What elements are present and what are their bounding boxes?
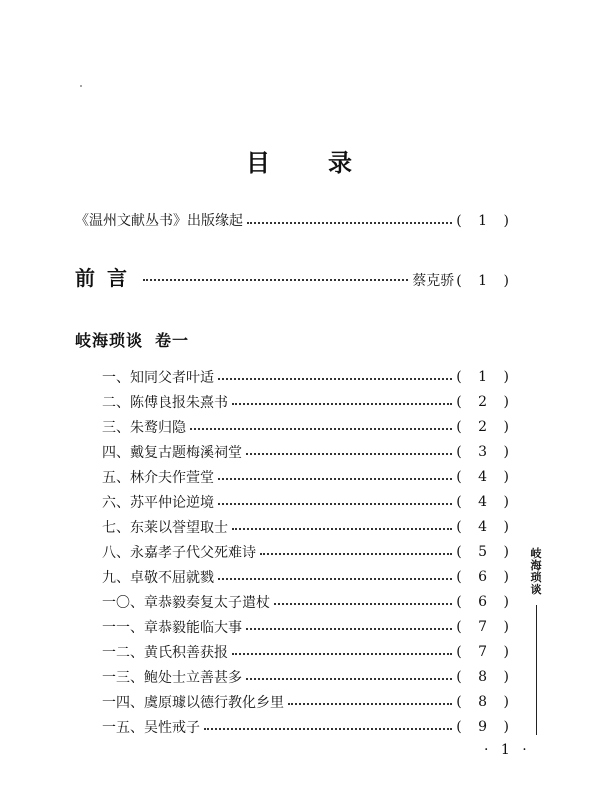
side-tab-rule (536, 605, 537, 735)
toc-front-matter-label: 《温州文献丛书》出版缘起 (75, 213, 243, 229)
leader-dots (260, 553, 452, 555)
toc-entry-label: 一五、吴性戒子 (102, 719, 200, 736)
leader-dots (246, 628, 452, 630)
toc-entry-page: ( 7 ) (456, 618, 515, 635)
toc-entry-label: 三、朱鹜归隐 (102, 419, 186, 436)
side-tab-char: 海 (530, 559, 542, 572)
toc-entry[interactable] (102, 439, 515, 464)
toc-entry-label: 五、林介夫作萱堂 (102, 469, 214, 486)
toc-list (102, 364, 515, 739)
toc-entry-label: 九、卓敬不屈就戮 (102, 569, 214, 586)
section-name: 岐海琐谈 (75, 331, 144, 350)
toc-entry[interactable] (102, 489, 515, 514)
toc-entry-page: ( 6 ) (456, 568, 515, 585)
toc-entry-label: 二、陈傅良报朱熹书 (102, 394, 228, 411)
toc-entry[interactable] (102, 689, 515, 714)
page-title (0, 143, 600, 178)
toc-preface-author: 蔡克骄 (412, 273, 455, 289)
toc-entry-label: 一二、黄氏积善获报 (102, 644, 228, 661)
side-tab (528, 548, 544, 596)
leader-dots (143, 279, 408, 281)
toc-entry-page: ( 8 ) (456, 668, 515, 685)
leader-dots (218, 503, 452, 505)
toc-entry[interactable] (102, 414, 515, 439)
leader-dots (246, 453, 452, 455)
toc-entry-label: 一三、鲍处士立善甚多 (102, 669, 242, 686)
toc-entry[interactable] (102, 389, 515, 414)
toc-entry[interactable] (102, 714, 515, 739)
toc-entry-page: ( 4 ) (456, 468, 515, 485)
toc-preface[interactable] (75, 262, 515, 291)
toc-entry-page: ( 7 ) (456, 643, 515, 660)
section-volume: 卷一 (155, 331, 190, 350)
leader-dots (232, 403, 452, 405)
toc-entry[interactable] (102, 464, 515, 489)
side-tab-char: 岐 (530, 547, 542, 560)
toc-entry[interactable] (102, 639, 515, 664)
toc-entry-label: 七、东莱以誉望取士 (102, 519, 228, 536)
title-char-1: 目 (246, 148, 272, 177)
toc-entry[interactable] (102, 539, 515, 564)
toc-entry-label: 一四、虞原璩以德行教化乡里 (102, 694, 284, 711)
side-tab-char: 琐 (530, 571, 542, 584)
leader-dots (247, 222, 452, 224)
toc-preface-label: 前言 (75, 266, 139, 290)
section-heading (75, 328, 189, 351)
toc-entry-label: 一、知同父者叶适 (102, 369, 214, 386)
toc-preface-page: ( 1 ) (456, 273, 515, 289)
leader-dots (204, 728, 452, 730)
toc-entry-page: ( 2 ) (456, 393, 515, 410)
title-char-2: 录 (328, 148, 354, 177)
toc-entry[interactable] (102, 364, 515, 389)
toc-entry-page: ( 6 ) (456, 593, 515, 610)
page-number: · 1 · (484, 742, 531, 758)
toc-entry[interactable] (102, 564, 515, 589)
toc-entry-page: ( 4 ) (456, 493, 515, 510)
leader-dots (190, 428, 452, 430)
toc-entry-label: 八、永嘉孝子代父死难诗 (102, 544, 256, 561)
toc-entry-page: ( 3 ) (456, 443, 515, 460)
toc-entry-page: ( 8 ) (456, 693, 515, 710)
toc-entry-page: ( 2 ) (456, 418, 515, 435)
leader-dots (274, 603, 452, 605)
toc-entry[interactable] (102, 614, 515, 639)
toc-entry[interactable] (102, 664, 515, 689)
toc-entry[interactable] (102, 514, 515, 539)
leader-dots (218, 478, 452, 480)
toc-entry-page: ( 4 ) (456, 518, 515, 535)
toc-entry-label: 四、戴复古题梅溪祠堂 (102, 444, 242, 461)
leader-dots (232, 653, 452, 655)
toc-front-matter-page: ( 1 ) (456, 213, 515, 229)
leader-dots (218, 378, 452, 380)
leader-dots (232, 528, 452, 530)
toc-entry-label: 一〇、章恭毅奏复太子遣杖 (102, 594, 270, 611)
toc-entry-page: ( 1 ) (456, 368, 515, 385)
scan-speck (80, 85, 82, 87)
toc-entry[interactable] (102, 589, 515, 614)
side-tab-char: 谈 (530, 583, 542, 596)
toc-entry-page: ( 5 ) (456, 543, 515, 560)
leader-dots (218, 578, 452, 580)
leader-dots (246, 678, 452, 680)
toc-entry-label: 六、苏平仲论逆境 (102, 494, 214, 511)
leader-dots (288, 703, 452, 705)
toc-entry-page: ( 9 ) (456, 718, 515, 735)
toc-front-matter[interactable] (75, 210, 515, 230)
toc-entry-label: 一一、章恭毅能临大事 (102, 619, 242, 636)
